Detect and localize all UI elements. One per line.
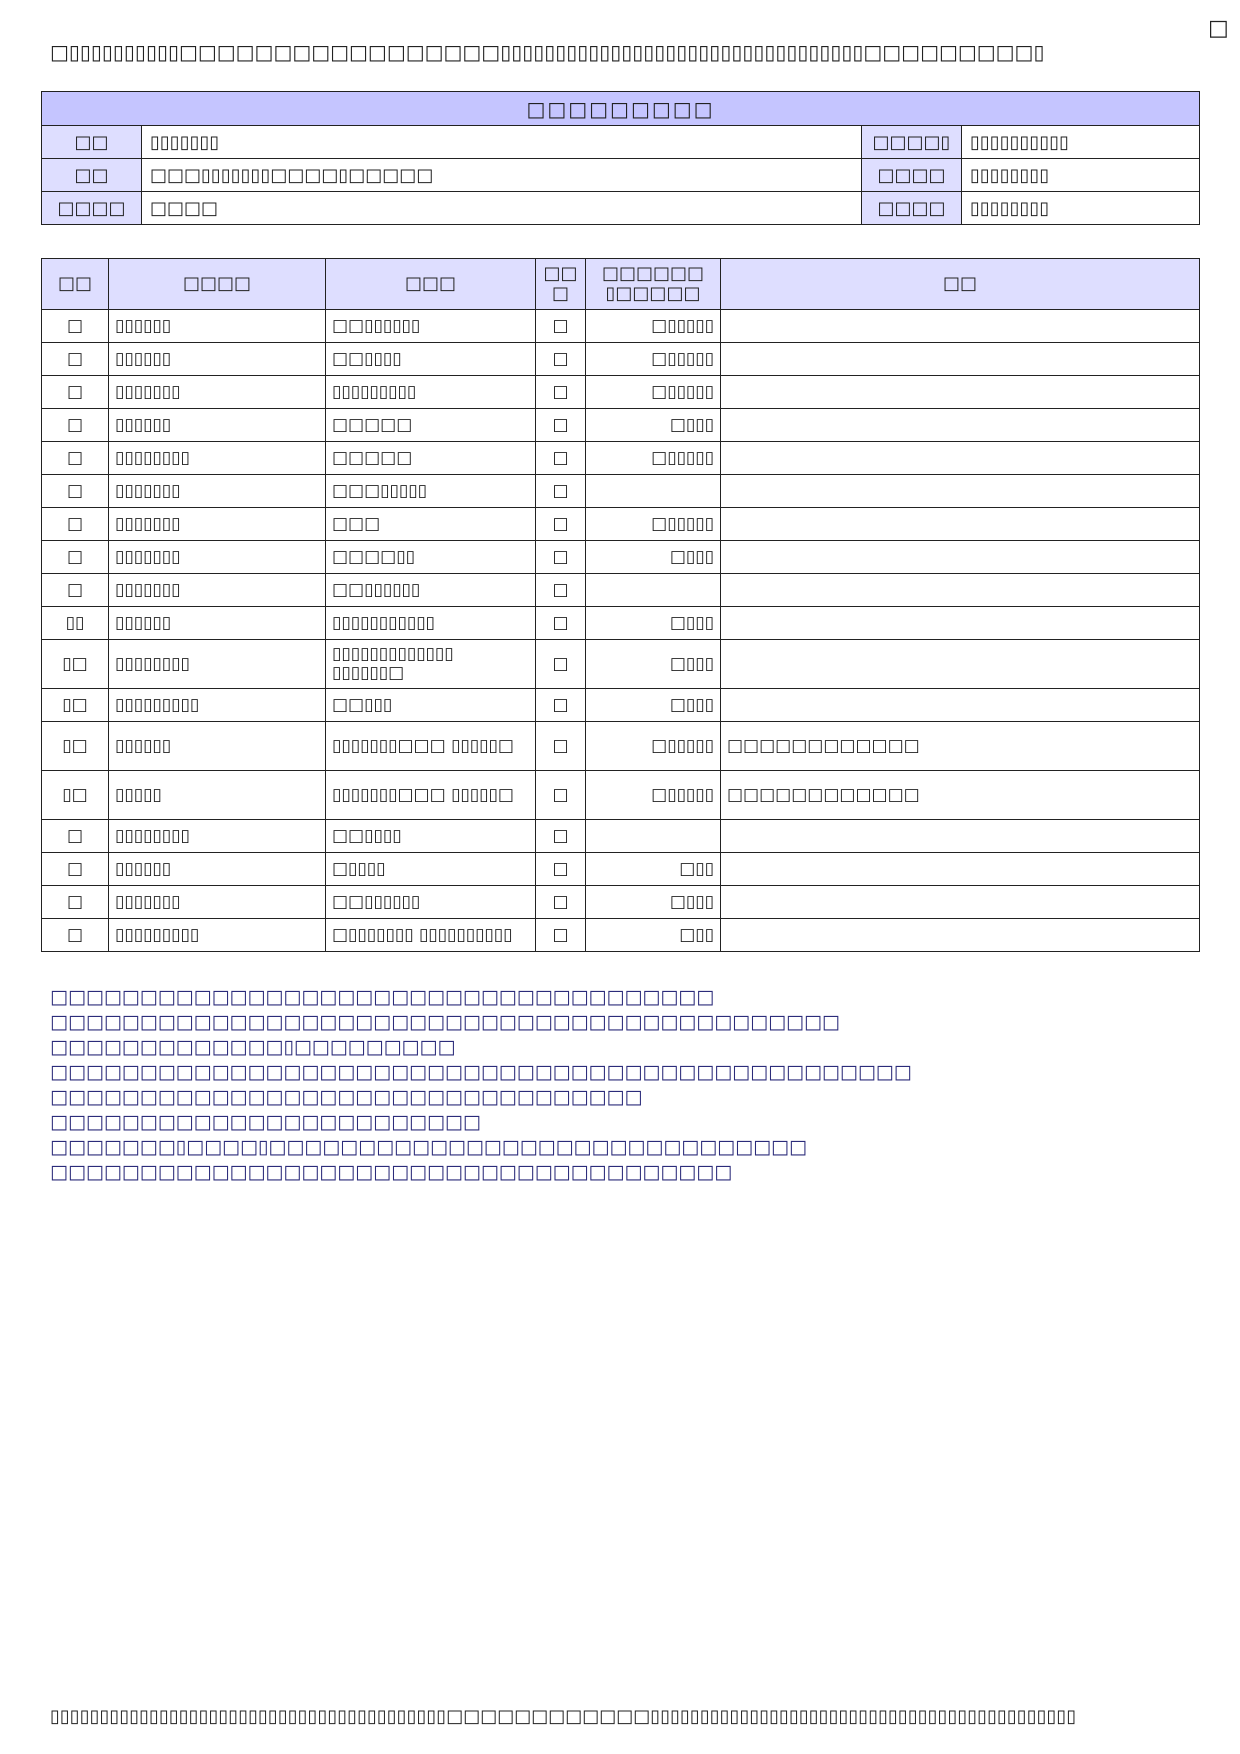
cell-no: □	[42, 376, 109, 409]
table-row	[42, 409, 1200, 442]
cell-amount: □▯▯▯	[586, 640, 721, 689]
cell-note	[721, 886, 1200, 919]
cell-code: ▯▯▯▯▯▯	[109, 343, 326, 376]
cell-code: ▯▯▯▯▯▯▯	[109, 376, 326, 409]
table-row	[42, 689, 1200, 722]
table-row	[42, 722, 1200, 771]
cell-name: □□□□▯▯	[326, 541, 536, 574]
page-corner-mark: □	[1208, 16, 1229, 41]
cell-amount: □▯▯▯▯▯	[586, 771, 721, 820]
cell-qty: □	[536, 886, 586, 919]
note-line: □□□□□□□□□□□□□□□□□□□□□□□□□□□□□□□□□□□□□□	[50, 1161, 733, 1183]
cell-qty: □	[536, 689, 586, 722]
document-header-line: □▯▯▯▯▯▯▯▯▯▯□□□□□□□□□□□□□□□□□▯▯▯▯▯▯▯▯▯▯▯▯▯▯▯▯▯▯▯▯▯▯▯▯▯▯▯▯▯▯▯▯▯□□□□□□□□□▯	[50, 40, 1045, 64]
info-label: □□	[42, 159, 142, 192]
cell-note	[721, 310, 1200, 343]
cell-note	[721, 442, 1200, 475]
cell-qty: □	[536, 541, 586, 574]
cell-name: ▯▯▯▯▯▯▯□□□ ▯▯▯▯▯□	[326, 771, 536, 820]
cell-code: ▯▯▯▯▯▯▯	[109, 886, 326, 919]
cell-amount: □▯▯▯▯▯	[586, 310, 721, 343]
info-value: ▯▯▯▯▯▯▯	[142, 126, 862, 159]
cell-code: ▯▯▯▯▯▯	[109, 607, 326, 640]
info-row	[42, 126, 1200, 159]
header-name: □□□	[326, 259, 536, 310]
table-row	[42, 820, 1200, 853]
cell-no: □	[42, 310, 109, 343]
table-row	[42, 475, 1200, 508]
cell-no: ▯□	[42, 722, 109, 771]
cell-qty: □	[536, 722, 586, 771]
cell-note	[721, 853, 1200, 886]
cell-qty: □	[536, 574, 586, 607]
cell-qty: □	[536, 607, 586, 640]
cell-note	[721, 475, 1200, 508]
cell-note	[721, 541, 1200, 574]
table-row	[42, 853, 1200, 886]
cell-amount	[586, 475, 721, 508]
cell-code: ▯▯▯▯▯▯▯	[109, 574, 326, 607]
cell-amount: □▯▯	[586, 853, 721, 886]
cell-name: □□▯▯▯▯▯▯	[326, 574, 536, 607]
cell-name: ▯▯▯▯▯▯▯▯▯▯▯▯▯ ▯▯▯▯▯▯□	[326, 640, 536, 689]
table-row	[42, 574, 1200, 607]
cell-no: ▯□	[42, 771, 109, 820]
notes-block	[50, 985, 1200, 1185]
cell-note: □□□□□□□□□□□□	[721, 722, 1200, 771]
cell-name: □□▯▯▯▯	[326, 820, 536, 853]
cell-amount: □▯▯▯▯▯	[586, 376, 721, 409]
cell-note	[721, 919, 1200, 952]
cell-qty: □	[536, 310, 586, 343]
cell-no: ▯□	[42, 689, 109, 722]
table-row	[42, 310, 1200, 343]
cell-no: □	[42, 886, 109, 919]
info-table-caption: □□□□□□□□□	[42, 92, 1200, 126]
cell-note	[721, 376, 1200, 409]
cell-code: ▯▯▯▯▯▯▯▯▯	[109, 689, 326, 722]
cell-name: □□□	[326, 508, 536, 541]
document-footer-line: ▯▯▯▯▯▯▯▯▯▯▯▯▯▯▯▯▯▯▯▯▯▯▯▯▯▯▯▯▯▯▯▯▯▯▯▯▯▯▯▯□□□□□□□□□□□□▯▯▯▯▯▯▯▯▯▯▯▯▯▯▯▯▯▯▯▯▯▯▯▯▯▯▯▯▯▯▯▯▯▯▯▯▯▯▯▯▯▯▯	[50, 1706, 1077, 1727]
cell-code: ▯▯▯▯▯	[109, 771, 326, 820]
cell-qty: □	[536, 771, 586, 820]
info-label: □□□□	[862, 159, 962, 192]
cell-qty: □	[536, 475, 586, 508]
cell-name: □□□□□	[326, 442, 536, 475]
cell-name: ▯▯▯▯▯▯▯▯▯	[326, 376, 536, 409]
cell-code: ▯▯▯▯▯▯	[109, 853, 326, 886]
info-value: ▯▯▯▯▯▯▯▯	[962, 192, 1200, 225]
table-row	[42, 343, 1200, 376]
cell-code: ▯▯▯▯▯▯▯▯	[109, 820, 326, 853]
cell-amount: □▯▯	[586, 919, 721, 952]
header-code: □□□□	[109, 259, 326, 310]
cell-qty: □	[536, 409, 586, 442]
info-row	[42, 159, 1200, 192]
header-no: □□	[42, 259, 109, 310]
cell-no: □	[42, 820, 109, 853]
info-value: ▯▯▯▯▯▯▯▯	[962, 159, 1200, 192]
info-label: □□□□▯	[862, 126, 962, 159]
note-line: □□□□□□□□□□□□□□□□□□□□□□□□□□□□□□□□□□□□□□□□□□□□□□□□	[50, 1061, 912, 1083]
cell-no: □	[42, 475, 109, 508]
cell-code: ▯▯▯▯▯▯▯	[109, 541, 326, 574]
info-value: □□□▯▯▯▯▯▯▯□□□□▯□□□□□	[142, 159, 862, 192]
cell-name: □□▯▯▯▯	[326, 343, 536, 376]
note-line: □□□□□□□▯□□□□▯□□□□□□□□□□□□□□□□□□□□□□□□□□□□□□	[50, 1136, 807, 1158]
cell-qty: □	[536, 343, 586, 376]
header-note: □□	[721, 259, 1200, 310]
cell-qty: □	[536, 640, 586, 689]
table-row	[42, 508, 1200, 541]
cell-no: ▯□	[42, 640, 109, 689]
cell-amount: □▯▯▯	[586, 409, 721, 442]
cell-code: ▯▯▯▯▯▯▯▯▯	[109, 919, 326, 952]
cell-note	[721, 607, 1200, 640]
cell-code: ▯▯▯▯▯▯▯	[109, 508, 326, 541]
cell-name: □□□□□	[326, 409, 536, 442]
cell-no: ▯▯	[42, 607, 109, 640]
note-line: □□□□□□□□□□□□□□□□□□□□□□□□	[50, 1111, 481, 1133]
cell-no: □	[42, 508, 109, 541]
note-line: □□□□□□□□□□□□□□□□□□□□□□□□□□□□□□□□□	[50, 1086, 643, 1108]
note-line: □□□□□□□□□□□□□□□□□□□□□□□□□□□□□□□□□□□□□	[50, 986, 715, 1008]
table-row	[42, 886, 1200, 919]
cell-amount: □▯▯▯	[586, 541, 721, 574]
cell-no: □	[42, 574, 109, 607]
cell-note	[721, 820, 1200, 853]
cell-note	[721, 409, 1200, 442]
table-row	[42, 442, 1200, 475]
cell-note	[721, 343, 1200, 376]
cell-name: ▯▯▯▯▯▯▯▯▯▯▯	[326, 607, 536, 640]
cell-name: □□□▯▯▯▯▯	[326, 475, 536, 508]
info-label: □□	[42, 126, 142, 159]
cell-name: □□▯▯▯▯▯▯	[326, 310, 536, 343]
cell-code: ▯▯▯▯▯▯▯	[109, 475, 326, 508]
cell-qty: □	[536, 508, 586, 541]
cell-code: ▯▯▯▯▯▯	[109, 722, 326, 771]
table-row	[42, 376, 1200, 409]
cell-name: ▯▯▯▯▯▯▯□□□ ▯▯▯▯▯□	[326, 722, 536, 771]
info-label: □□□□	[862, 192, 962, 225]
cell-qty: □	[536, 376, 586, 409]
cell-amount: □▯▯▯▯▯	[586, 722, 721, 771]
cell-no: □	[42, 541, 109, 574]
cell-name: □▯▯▯▯▯▯▯ ▯▯▯▯▯▯▯▯▯▯	[326, 919, 536, 952]
cell-no: □	[42, 853, 109, 886]
table-row	[42, 541, 1200, 574]
header-qty: □□ □	[536, 259, 586, 310]
cell-no: □	[42, 343, 109, 376]
cell-no: □	[42, 409, 109, 442]
cell-amount: □▯▯▯	[586, 886, 721, 919]
table-row	[42, 771, 1200, 820]
cell-name: □□▯▯▯▯▯▯	[326, 886, 536, 919]
cell-amount: □▯▯▯	[586, 607, 721, 640]
note-line: □□□□□□□□□□□□□□□□□□□□□□□□□□□□□□□□□□□□□□□□□□□□	[50, 1011, 840, 1033]
info-value: □□□□	[142, 192, 862, 225]
cell-name: □▯▯▯▯	[326, 853, 536, 886]
cell-no: □	[42, 442, 109, 475]
cell-code: ▯▯▯▯▯▯	[109, 310, 326, 343]
cell-qty: □	[536, 820, 586, 853]
cell-note	[721, 689, 1200, 722]
cell-note	[721, 508, 1200, 541]
items-table	[41, 258, 1200, 952]
cell-code: ▯▯▯▯▯▯▯▯	[109, 640, 326, 689]
note-line: □□□□□□□□□□□□□▯□□□□□□□□□	[50, 1036, 456, 1058]
cell-amount	[586, 574, 721, 607]
info-table	[41, 91, 1200, 225]
cell-name: □□▯▯▯	[326, 689, 536, 722]
table-row	[42, 919, 1200, 952]
header-amount: □□□□□□ ▯□□□□□	[586, 259, 721, 310]
cell-note: □□□□□□□□□□□□	[721, 771, 1200, 820]
table-row	[42, 607, 1200, 640]
cell-amount: □▯▯▯▯▯	[586, 508, 721, 541]
cell-code: ▯▯▯▯▯▯▯▯	[109, 442, 326, 475]
cell-amount: □▯▯▯▯▯	[586, 343, 721, 376]
cell-amount	[586, 820, 721, 853]
cell-qty: □	[536, 853, 586, 886]
cell-code: ▯▯▯▯▯▯	[109, 409, 326, 442]
info-value: ▯▯▯▯▯▯▯▯▯▯	[962, 126, 1200, 159]
cell-qty: □	[536, 919, 586, 952]
cell-no: □	[42, 919, 109, 952]
cell-note	[721, 640, 1200, 689]
cell-amount: □▯▯▯	[586, 689, 721, 722]
cell-qty: □	[536, 442, 586, 475]
info-label: □□□□	[42, 192, 142, 225]
cell-note	[721, 574, 1200, 607]
info-row	[42, 192, 1200, 225]
items-table-header	[42, 259, 1200, 310]
table-row	[42, 640, 1200, 689]
cell-amount: □▯▯▯▯▯	[586, 442, 721, 475]
